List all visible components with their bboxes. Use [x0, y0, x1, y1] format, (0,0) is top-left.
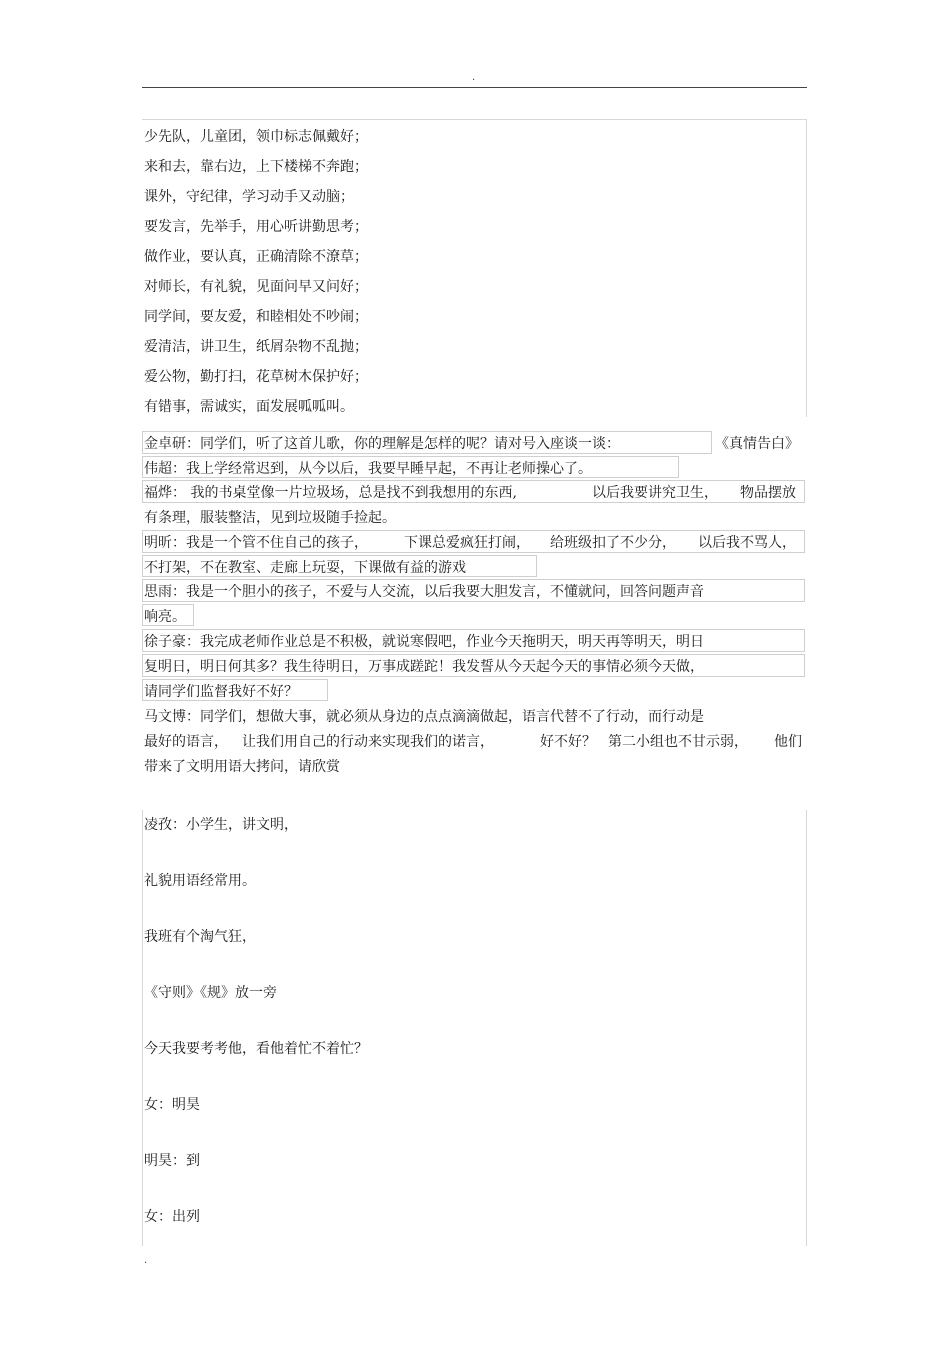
dialogue-line: 最好的语言， [144, 734, 228, 750]
song-line: 爱清洁，讲卫生，纸屑杂物不乱抛； [144, 339, 368, 355]
dialogue-segment: 以后我要讲究卫生， [592, 485, 718, 501]
dialogue-segment: 给班级扣了不少分， [550, 535, 676, 551]
skit-line: 今天我要考考他，看他着忙不着忙？ [144, 1041, 368, 1057]
skit-frame-left [142, 810, 143, 1246]
song-line: 做作业，要认真，正确清除不潦草； [144, 249, 368, 265]
dialogue-line: 复明日，明日何其多？我生待明日，万事成蹉跎！我发誓从今天起今天的事情必须今天做， [144, 659, 704, 675]
header-mark: . [472, 72, 476, 83]
dialogue-line: 马文博：同学们，想做大事，就必须从身边的点点滴滴做起，语言代替不了行动，而行动是 [144, 709, 704, 725]
skit-line: 女：出列 [144, 1209, 200, 1225]
skit-line: 我班有个淘气狂， [144, 929, 256, 945]
dialogue-line: 请同学们监督我好不好？ [144, 684, 298, 700]
dialogue-segment: 以后我不骂人， [698, 535, 796, 551]
song-line: 有错事，需诚实，面发展呱呱叫。 [144, 399, 354, 415]
skit-line: 《守则》《规》放一旁 [144, 985, 277, 1001]
dialogue-segment: 他们 [774, 734, 802, 750]
song-line: 来和去，靠右边，上下楼梯不奔跑； [144, 159, 368, 175]
dialogue-line: 金卓研：同学们，听了这首儿歌，你的理解是怎样的呢？请对号入座谈一谈： [144, 436, 620, 452]
dialogue-line: 徐子豪：我完成老师作业总是不积极，就说寒假吧，作业今天拖明天，明天再等明天，明日 [144, 634, 704, 650]
song-line: 同学间，要友爱，和睦相处不吵闹； [144, 309, 368, 325]
dialogue-segment: 让我们用自己的行动来实现我们的诺言， [242, 734, 494, 750]
dialogue-line: 带来了文明用语大拷问，请欣赏 [144, 759, 340, 775]
header-rule [142, 87, 807, 88]
dialogue-line: 响亮。 [144, 609, 186, 625]
song-line: 要发言，先举手，用心听讲勤思考； [144, 219, 368, 235]
footer-mark: . [144, 1255, 148, 1266]
dialogue-line: 思雨：我是一个胆小的孩子，不爱与人交流，以后我要大胆发言，不懂就问，回答问题声音 [144, 584, 704, 600]
skit-line: 明昊：到 [144, 1153, 200, 1169]
skit-line: 礼貌用语经常用。 [144, 873, 256, 889]
song-line: 对师长，有礼貌，见面问早又问好； [144, 279, 368, 295]
song-line: 爱公物，勤打扫，花草树木保护好； [144, 369, 368, 385]
song-frame-top [142, 119, 807, 120]
skit-frame-right [806, 810, 807, 1246]
skit-line: 女：明昊 [144, 1097, 200, 1113]
dialogue-line: 不打架，不在教室、走廊上玩耍，下课做有益的游戏 [144, 560, 466, 576]
section-title: 《真情告白》 [715, 436, 799, 452]
dialogue-segment: 第二小组也不甘示弱， [608, 734, 748, 750]
dialogue-segment: 物品摆放 [740, 485, 796, 501]
dialogue-line: 福烨： 我的书桌堂像一片垃圾场，总是找不到我想用的东西, [144, 485, 517, 501]
dialogue-line: 有条理，服装整洁，见到垃圾随手捡起。 [144, 510, 396, 526]
dialogue-line: 伟超：我上学经常迟到，从今以后，我要早睡早起，不再让老师操心了。 [144, 461, 592, 477]
dialogue-segment: 好不好？ [540, 734, 596, 750]
dialogue-segment: 下课总爱疯狂打闹， [404, 535, 530, 551]
song-line: 课外，守纪律，学习动手又动脑； [144, 189, 354, 205]
skit-line: 凌孜：小学生，讲文明， [144, 817, 298, 833]
song-frame-right [806, 119, 807, 417]
dialogue-line: 明昕：我是一个管不住自己的孩子， [144, 535, 368, 551]
song-line: 少先队，儿童团，领巾标志佩戴好； [144, 129, 368, 145]
